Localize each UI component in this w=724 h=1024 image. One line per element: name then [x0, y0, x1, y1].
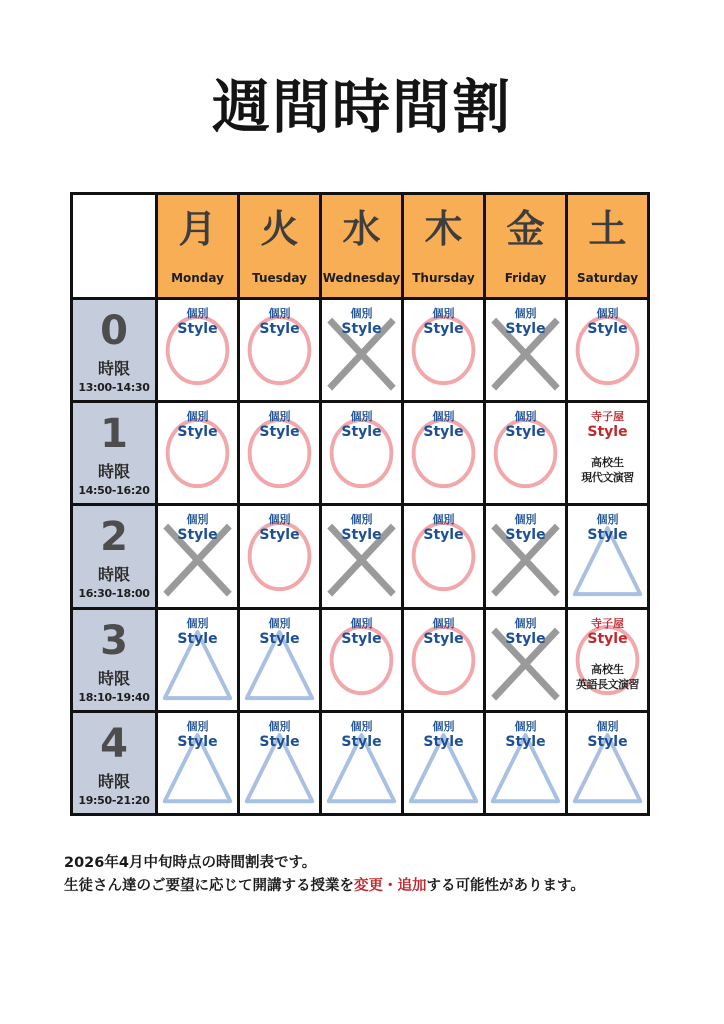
- day-english: Thursday: [412, 271, 475, 285]
- day-kanji: 木: [424, 207, 463, 251]
- course-type-label: 個別: [432, 513, 455, 527]
- class-cell-tuesday-period-3: [239, 608, 321, 711]
- period-time: 18:10-19:40: [78, 690, 150, 704]
- class-cell-friday-period-3: [485, 608, 567, 711]
- course-style-label: Style: [177, 630, 218, 647]
- course-style-label: Style: [177, 424, 218, 441]
- course-style-label: Style: [341, 630, 382, 647]
- class-cell-saturday-period-4: [567, 711, 649, 814]
- course-type-label: 個別: [596, 307, 619, 320]
- cell-text: [240, 720, 319, 751]
- period-row: [72, 299, 649, 402]
- day-header-wednesday: [321, 194, 403, 299]
- period-label: 時限: [97, 462, 130, 482]
- period-time: 19:50-21:20: [78, 793, 150, 807]
- period-row: [72, 505, 649, 608]
- class-cell-wednesday-period-0: [321, 299, 403, 402]
- course-type-label: 個別: [350, 513, 373, 527]
- cell-text: [486, 307, 565, 338]
- timetable-body: [72, 299, 649, 815]
- cell-text: [158, 307, 237, 338]
- course-style-label: Style: [505, 424, 546, 441]
- class-cell-wednesday-period-4: [321, 711, 403, 814]
- period-number: 1: [100, 411, 128, 458]
- course-type-label: 個別: [350, 719, 373, 733]
- course-target-label: 高校生: [591, 662, 624, 676]
- period-row: [72, 608, 649, 711]
- period-label: 時限: [97, 565, 130, 585]
- day-header-friday: [485, 194, 567, 299]
- footer-line-2-start: 生徒さん達のご要望に応じて開講する授業を: [64, 878, 354, 894]
- course-style-label: Style: [505, 630, 546, 647]
- course-type-label: 個別: [186, 719, 209, 733]
- class-cell-wednesday-period-2: [321, 505, 403, 608]
- course-style-label: Style: [587, 424, 628, 441]
- day-header-tuesday: [239, 194, 321, 299]
- footer-line-1: 2026年4月中旬時点の時間割表です。: [64, 855, 317, 871]
- day-header-monday: [157, 194, 239, 299]
- class-cell-wednesday-period-3: [321, 608, 403, 711]
- course-type-label: 個別: [268, 616, 291, 630]
- day-kanji: 水: [342, 207, 381, 251]
- page-title: 週間時間割: [211, 73, 512, 141]
- class-cell-tuesday-period-4: [239, 711, 321, 814]
- course-style-label: Style: [341, 424, 382, 441]
- cell-text: [404, 307, 483, 338]
- course-style-label: Style: [423, 630, 464, 647]
- class-cell-tuesday-period-0: [239, 299, 321, 402]
- header-row: [72, 194, 649, 299]
- course-subject-label: 英語長文演習: [576, 677, 639, 691]
- day-english: Monday: [171, 271, 224, 285]
- course-type-label: 個別: [268, 719, 291, 733]
- period-header-1: [72, 402, 157, 505]
- period-number: 0: [100, 308, 128, 354]
- cell-text: [240, 513, 319, 544]
- course-type-label: 個別: [350, 307, 373, 320]
- cell-text: [158, 720, 237, 751]
- day-header-saturday: [567, 194, 649, 299]
- course-type-label: 個別: [268, 410, 291, 424]
- class-cell-friday-period-0: [485, 299, 567, 402]
- course-style-label: Style: [505, 321, 546, 337]
- cell-text: [240, 410, 319, 441]
- cell-text: [404, 513, 483, 544]
- course-style-label: Style: [177, 527, 218, 544]
- course-style-label: Style: [587, 321, 628, 337]
- class-cell-monday-period-3: [157, 608, 239, 711]
- course-style-label: Style: [341, 527, 382, 544]
- period-header-2: [72, 505, 157, 608]
- class-cell-saturday-period-2: [567, 505, 649, 608]
- period-label: 時限: [97, 771, 130, 791]
- footer-note: [64, 852, 585, 898]
- course-type-label: 個別: [432, 307, 455, 320]
- class-cell-monday-period-0: [157, 299, 239, 402]
- course-type-label: 個別: [514, 307, 537, 320]
- class-cell-friday-period-4: [485, 711, 567, 814]
- class-cell-monday-period-2: [157, 505, 239, 608]
- course-style-label: Style: [259, 527, 300, 544]
- cell-text: [404, 720, 483, 751]
- cell-text: [568, 720, 647, 751]
- period-time: 16:30-18:00: [78, 587, 150, 601]
- class-cell-saturday-period-3: [567, 608, 649, 711]
- course-style-label: Style: [505, 733, 546, 750]
- class-cell-thursday-period-1: [403, 402, 485, 505]
- footer-line-2-end: する可能性があります。: [426, 878, 585, 894]
- class-cell-monday-period-4: [157, 711, 239, 814]
- timetable: [70, 192, 650, 816]
- cell-text: [404, 617, 483, 648]
- day-kanji: 金: [506, 207, 545, 251]
- cell-text: [486, 720, 565, 751]
- course-style-label: Style: [587, 527, 628, 544]
- cell-text: [322, 513, 401, 544]
- cell-text: [568, 513, 647, 544]
- class-cell-thursday-period-2: [403, 505, 485, 608]
- period-number: 2: [100, 514, 128, 561]
- class-cell-friday-period-1: [485, 402, 567, 505]
- course-type-label: 個別: [596, 719, 619, 733]
- day-kanji: 月: [178, 207, 217, 251]
- course-style-label: Style: [341, 733, 382, 750]
- cell-text: [568, 307, 647, 338]
- cell-text: [158, 617, 237, 648]
- class-cell-tuesday-period-1: [239, 402, 321, 505]
- course-type-label: 個別: [350, 616, 373, 630]
- cell-text: [568, 410, 647, 485]
- class-cell-thursday-period-0: [403, 299, 485, 402]
- day-kanji: 火: [260, 207, 299, 251]
- course-style-label: Style: [587, 733, 628, 750]
- course-style-label: Style: [341, 321, 382, 337]
- class-cell-friday-period-2: [485, 505, 567, 608]
- course-type-label: 個別: [186, 513, 209, 527]
- period-number: 3: [100, 617, 128, 664]
- cell-text: [568, 617, 647, 692]
- course-type-label: 個別: [596, 513, 619, 527]
- cell-text: [240, 307, 319, 338]
- course-type-label: 寺子屋: [591, 410, 624, 424]
- course-style-label: Style: [259, 321, 300, 337]
- period-header-3: [72, 608, 157, 711]
- class-cell-monday-period-1: [157, 402, 239, 505]
- cell-text: [240, 617, 319, 648]
- period-label: 時限: [97, 359, 130, 378]
- footer-line-2: [64, 875, 585, 898]
- class-cell-thursday-period-4: [403, 711, 485, 814]
- course-type-label: 個別: [268, 307, 291, 320]
- course-style-label: Style: [423, 321, 464, 337]
- class-cell-saturday-period-1: [567, 402, 649, 505]
- day-english: Tuesday: [252, 271, 307, 285]
- course-style-label: Style: [423, 733, 464, 750]
- course-type-label: 個別: [432, 410, 455, 424]
- course-type-label: 個別: [514, 616, 537, 630]
- day-english: Saturday: [576, 271, 639, 285]
- course-type-label: 個別: [186, 616, 209, 630]
- period-number: 4: [100, 720, 128, 767]
- course-type-label: 個別: [514, 719, 537, 733]
- footer-highlight: 変更・追加: [354, 878, 427, 894]
- day-english: Friday: [504, 271, 547, 285]
- period-header-4: [72, 711, 157, 814]
- class-cell-wednesday-period-1: [321, 402, 403, 505]
- cell-text: [322, 307, 401, 338]
- cell-text: [486, 513, 565, 544]
- course-type-label: 個別: [350, 410, 373, 424]
- cell-text: [322, 720, 401, 751]
- cell-text: [158, 513, 237, 544]
- course-type-label: 個別: [268, 513, 291, 527]
- class-cell-thursday-period-3: [403, 608, 485, 711]
- cell-text: [486, 410, 565, 441]
- course-style-label: Style: [423, 424, 464, 441]
- period-row: [72, 711, 649, 814]
- cell-text: [322, 410, 401, 441]
- day-kanji: 土: [588, 207, 627, 251]
- period-time: 13:00-14:30: [78, 381, 150, 394]
- course-type-label: 個別: [186, 307, 209, 320]
- cell-text: [158, 410, 237, 441]
- course-type-label: 個別: [514, 410, 537, 424]
- period-row: [72, 402, 649, 505]
- course-style-label: Style: [505, 527, 546, 544]
- class-cell-saturday-period-0: [567, 299, 649, 402]
- period-header-0: [72, 299, 157, 402]
- period-label: 時限: [97, 668, 130, 688]
- corner-cell: [72, 194, 157, 299]
- cell-text: [486, 617, 565, 648]
- course-type-label: 個別: [432, 719, 455, 733]
- course-type-label: 個別: [432, 616, 455, 630]
- day-header-thursday: [403, 194, 485, 299]
- period-time: 14:50-16:20: [78, 484, 150, 498]
- course-type-label: 個別: [186, 410, 209, 424]
- class-cell-tuesday-period-2: [239, 505, 321, 608]
- course-style-label: Style: [177, 733, 218, 750]
- day-english: Wednesday: [322, 271, 401, 285]
- cell-text: [404, 410, 483, 441]
- course-style-label: Style: [259, 630, 300, 647]
- course-style-label: Style: [259, 733, 300, 750]
- course-subject-label: 現代文演習: [581, 471, 634, 485]
- course-style-label: Style: [423, 527, 464, 544]
- course-target-label: 高校生: [591, 456, 624, 470]
- course-style-label: Style: [587, 630, 628, 647]
- course-type-label: 寺子屋: [591, 616, 624, 630]
- course-style-label: Style: [177, 321, 218, 337]
- course-style-label: Style: [259, 424, 300, 441]
- cell-text: [322, 617, 401, 648]
- course-type-label: 個別: [514, 513, 537, 527]
